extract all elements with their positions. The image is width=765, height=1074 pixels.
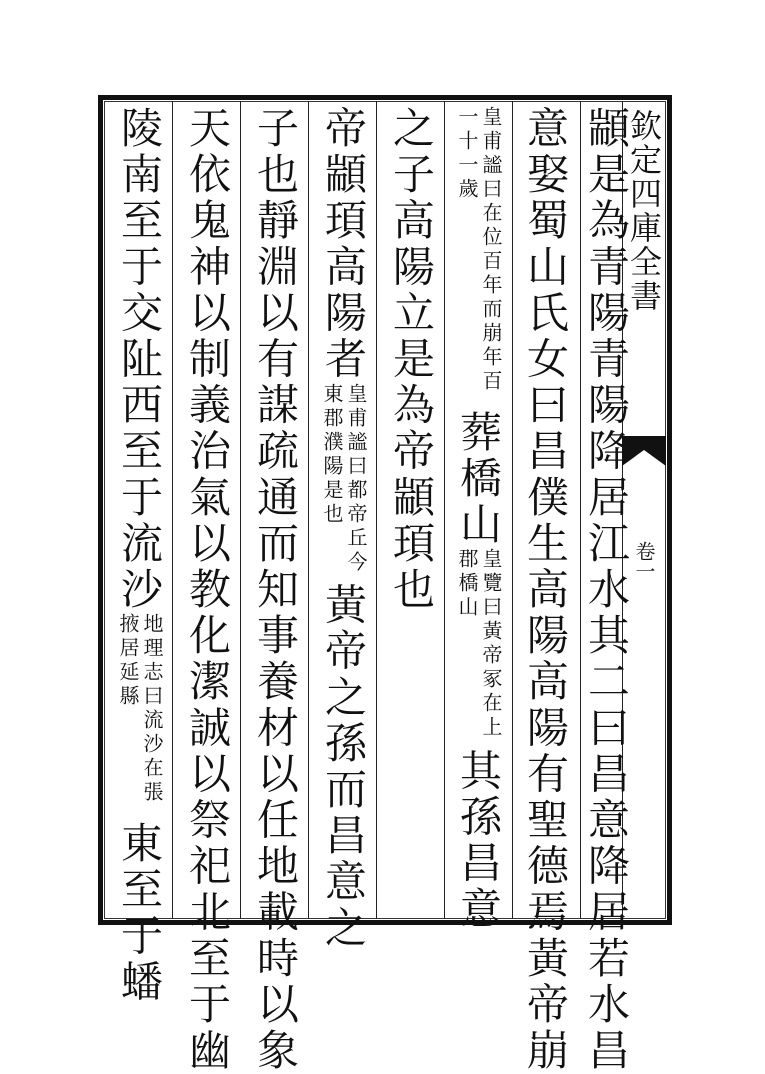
text-column bbox=[520, 106, 570, 1074]
text-column bbox=[114, 106, 164, 1006]
column-rule bbox=[376, 101, 377, 919]
main-text: 東至于蟠 bbox=[115, 821, 164, 1006]
text-column bbox=[318, 106, 368, 951]
book-title: 欽定四庫全書 bbox=[625, 109, 663, 313]
text-column bbox=[386, 106, 436, 613]
column-rule bbox=[240, 101, 241, 919]
main-text: 陵南至于交阯西至于流沙 bbox=[115, 106, 164, 614]
commentary-note: 地理志曰流沙在張掖居延縣 bbox=[116, 613, 164, 806]
column-rule bbox=[308, 101, 309, 919]
column-rule bbox=[444, 101, 445, 919]
commentary-note: 皇甫謐曰在位百年而崩年百一十一歲 bbox=[455, 106, 503, 394]
text-column bbox=[182, 106, 232, 1074]
main-text: 黃帝之孫而昌意之 bbox=[319, 582, 368, 952]
main-text: 葬橋山 bbox=[454, 410, 503, 549]
main-text: 帝顓頊高陽者 bbox=[319, 106, 368, 383]
column-rule bbox=[512, 101, 513, 919]
main-text: 子也靜淵以有謀疏通而知事養材以任地載時以象 bbox=[251, 106, 300, 1074]
text-column bbox=[581, 106, 631, 1074]
main-text: 意娶蜀山氏女曰昌僕生高陽高陽有聖德焉黃帝崩 bbox=[521, 106, 570, 1074]
text-column bbox=[453, 106, 503, 933]
volume-label: 卷一 bbox=[632, 541, 656, 581]
main-text: 之子高陽立是為帝顓頊也 bbox=[387, 106, 436, 614]
main-text: 天依鬼神以制義治氣以教化潔誠以祭祀北至于幽 bbox=[183, 106, 232, 1074]
column-rule bbox=[172, 101, 173, 919]
main-text: 其孫昌意 bbox=[454, 748, 503, 933]
text-column bbox=[250, 106, 300, 1074]
main-text: 顓是為青陽青陽降居江水其二曰昌意降居若水昌 bbox=[582, 106, 631, 1074]
commentary-note: 皇甫謐曰都帝丘今東郡濮陽是也 bbox=[320, 382, 368, 575]
commentary-note: 皇覽曰黃帝冢在上郡橋山 bbox=[455, 548, 503, 741]
